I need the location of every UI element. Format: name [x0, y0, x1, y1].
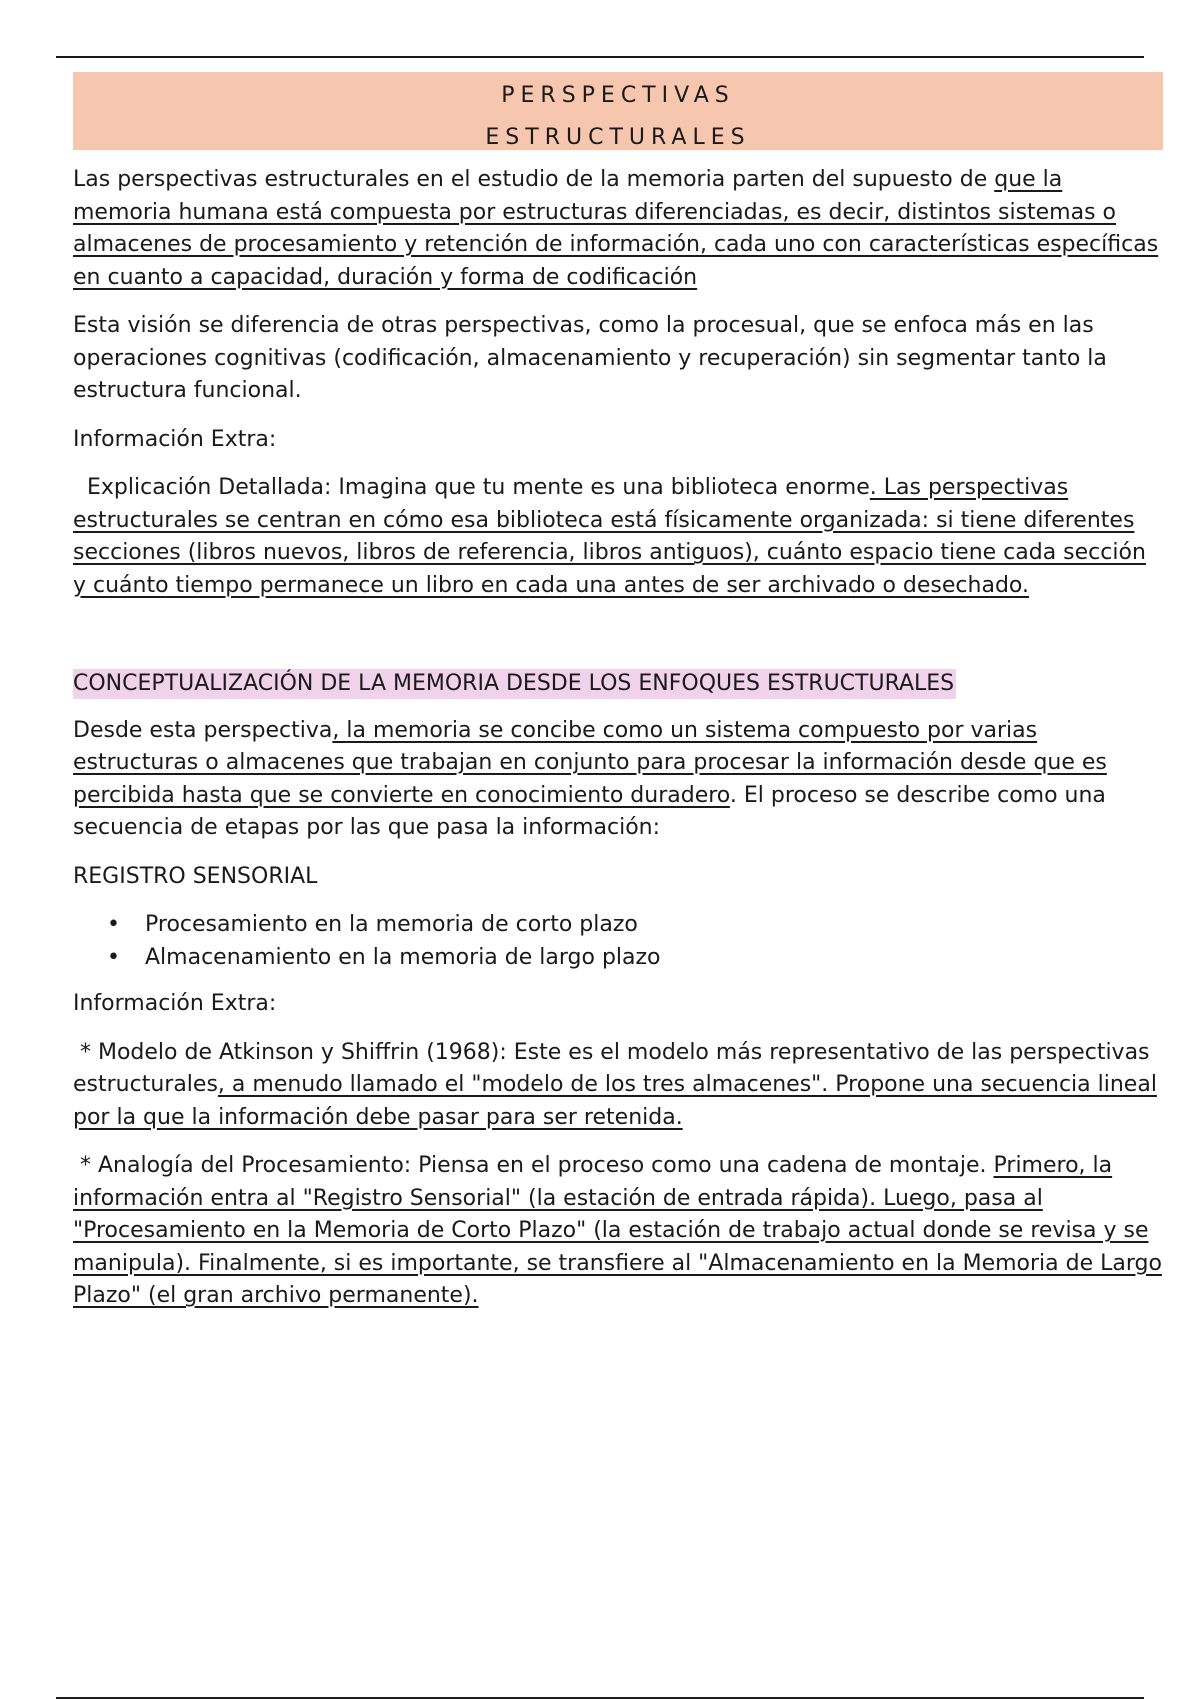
- analogy-text: * Analogía del Procesamiento: Piensa en el proceso como una cadena de montaje.: [73, 1153, 994, 1178]
- top-rule: [56, 56, 1144, 58]
- intro-paragraph: [73, 164, 1163, 294]
- detailed-explanation-underlined: . Las perspectivas estructurales se centran en cómo esa biblioteca está físicamente organizada: si tiene diferentes secciones (libros nuevos, libros de referencia, libros antiguos), cuánto espacio tiene cada sección y cuánto tiempo permanece un libro en cada una antes de ser archivado o desechado.: [73, 475, 1146, 598]
- model-text: * Modelo de Atkinson y Shiffrin (1968): Este es el modelo más representativo de las perspectivas estructurales: [73, 1039, 1157, 1097]
- section-heading: CONCEPTUALIZACIÓN DE LA MEMORIA DESDE LOS ENFOQUES ESTRUCTURALES: [73, 669, 956, 699]
- detailed-explanation-paragraph: [73, 472, 1163, 602]
- bottom-rule: [56, 1697, 1144, 1699]
- analogy-underlined: Primero, la información entra al "Registro Sensorial" (la estación de entrada rápida). Luego, pasa al "Procesamiento en la Memoria de Corto Plazo" (la estación de trabajo actual donde se revisa y se manipula). Finalmente, si es importante, se transfiere al "Almacenamiento en la Memoria de Largo Plazo" (el gran archivo permanente).: [73, 1153, 1162, 1308]
- title-line-2: ESTRUCTURALES: [485, 125, 751, 150]
- document-body: [73, 72, 1163, 1329]
- extra-info-label: Información Extra:: [73, 426, 277, 452]
- conceptualization-text-b: . El proceso se describe como una secuencia de etapas por las que pasa la información:: [73, 782, 1106, 840]
- sensory-register-label: REGISTRO SENSORIAL: [73, 863, 318, 889]
- stage-list: [73, 909, 1163, 974]
- section-heading-wrap: [73, 668, 1163, 701]
- intro-text: Las perspectivas estructurales en el estudio de la memoria parten del supuesto de: [73, 167, 995, 192]
- conceptualization-underlined: , la memoria se concibe como un sistema compuesto por varias estructuras o almacenes que trabajan en conjunto para procesar la información desde que es percibida hasta que se convierte en conocimiento duradero: [73, 717, 1107, 808]
- detailed-explanation-text: Explicación Detallada: Imagina que tu mente es una biblioteca enorme: [73, 475, 870, 500]
- conceptualization-text-a: Desde esta perspectiva: [73, 717, 333, 743]
- extra-info-label-2: Información Extra:: [73, 991, 277, 1016]
- analogy-paragraph: [73, 1150, 1163, 1313]
- comparison-paragraph: Esta visión se diferencia de otras perspectivas, como la procesual, que se enfoca más en las operaciones cognitivas (codificación, almacenamiento y recuperación) sin segmentar tanto la estructura funcional.: [73, 313, 1107, 403]
- conceptualization-paragraph: [73, 715, 1163, 845]
- list-item: • Almacenamiento en la memoria de largo plazo: [145, 942, 1163, 975]
- title-line-1: PERSPECTIVAS: [501, 83, 735, 108]
- model-paragraph: [73, 1037, 1163, 1135]
- list-item: • Procesamiento en la memoria de corto plazo: [145, 909, 1163, 942]
- model-underlined: , a menudo llamado el "modelo de los tres almacenes". Propone una secuencia lineal por la que la información debe pasar para ser retenida.: [73, 1072, 1157, 1130]
- title-banner: [73, 72, 1163, 150]
- intro-underlined-text: que la memoria humana está compuesta por estructuras diferenciadas, es decir, distintos sistemas o almacenes de procesamiento y retención de información, cada uno con características específicas en cuanto a capacidad, duración y forma de codificación: [73, 167, 1159, 290]
